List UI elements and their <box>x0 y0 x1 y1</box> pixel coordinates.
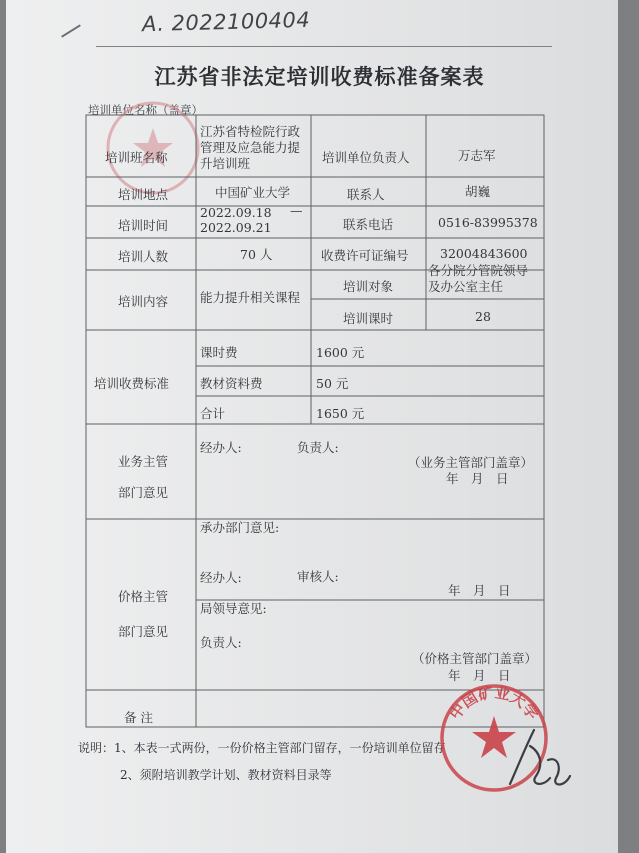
price-responsible: 负责人: <box>200 635 242 650</box>
note-line-2: 2、须附培训教学计划、教材资料目录等 <box>120 768 332 782</box>
tuition-value: 1600 元 <box>316 345 365 360</box>
price-date-1: 年 月 日 <box>448 583 511 598</box>
time-end: 2022.09.21 <box>200 220 272 235</box>
phone-label: 联系电话 <box>343 217 394 232</box>
price-label-1: 价格主管 <box>118 589 169 604</box>
leader-label: 培训单位负责人 <box>322 150 410 165</box>
content-label: 培训内容 <box>118 294 169 309</box>
phone-value: 0516-83995378 <box>438 215 538 230</box>
price-date-2: 年 月 日 <box>448 668 511 683</box>
price-leader-opinion: 局领导意见: <box>200 601 267 616</box>
license-label: 收费许可证编号 <box>321 248 409 263</box>
materials-value: 50 元 <box>316 376 349 391</box>
business-handler: 经办人: <box>200 440 242 455</box>
location-value: 中国矿业大学 <box>215 185 291 200</box>
license-value: 32004843600 <box>440 246 528 261</box>
business-label-2: 部门意见 <box>118 485 169 500</box>
content-value: 能力提升相关课程 <box>200 290 301 305</box>
tuition-label: 课时费 <box>200 345 238 360</box>
fees-label: 培训收费标准 <box>94 376 170 391</box>
hours-value: 28 <box>475 309 491 324</box>
people-label: 培训人数 <box>118 249 169 264</box>
contact-label: 联系人 <box>347 187 385 202</box>
total-value: 1650 元 <box>316 406 365 421</box>
form-title: 江苏省非法定培训收费标准备案表 <box>154 65 485 89</box>
class-name-value: 江苏省特检院行政管理及应急能力提升培训班 <box>200 124 301 171</box>
unit-name-label: 培训单位名称（盖章） <box>88 103 203 117</box>
price-dept-opinion: 承办部门意见: <box>200 520 280 535</box>
price-label-2: 部门意见 <box>118 624 169 639</box>
total-label: 合计 <box>200 406 226 421</box>
time-start: 2022.09.18 <box>200 205 272 220</box>
note-line-1: 说明：1、本表一式两份，一份价格主管部门留存，一份培训单位留存 <box>78 741 446 755</box>
target-label: 培训对象 <box>343 279 394 294</box>
target-value: 各分院分管院领导及办公室主任 <box>428 263 529 294</box>
remarks-label: 备 注 <box>124 710 153 725</box>
price-seal: （价格主管部门盖章） <box>412 651 538 666</box>
materials-label: 教材资料费 <box>200 376 263 391</box>
seal-text: 中国矿业大学 <box>445 683 543 723</box>
business-date: 年 月 日 <box>446 471 509 486</box>
business-seal: （业务主管部门盖章） <box>408 455 534 470</box>
people-value: 70 人 <box>240 247 273 262</box>
handwritten-signature <box>500 716 580 796</box>
hours-label: 培训课时 <box>343 311 394 326</box>
contact-value: 胡巍 <box>465 184 491 199</box>
business-label-1: 业务主管 <box>118 454 169 469</box>
price-reviewer: 审核人: <box>297 569 339 584</box>
class-name-label: 培训班名称 <box>105 150 168 165</box>
leader-value: 万志军 <box>458 148 496 163</box>
time-label: 培训时间 <box>118 218 169 233</box>
business-responsible: 负责人: <box>297 440 339 455</box>
time-dash: — <box>290 203 303 218</box>
price-handler: 经办人: <box>200 570 242 585</box>
handwritten-code: A. 2022100404 <box>141 7 311 37</box>
location-label: 培训地点 <box>118 187 169 202</box>
